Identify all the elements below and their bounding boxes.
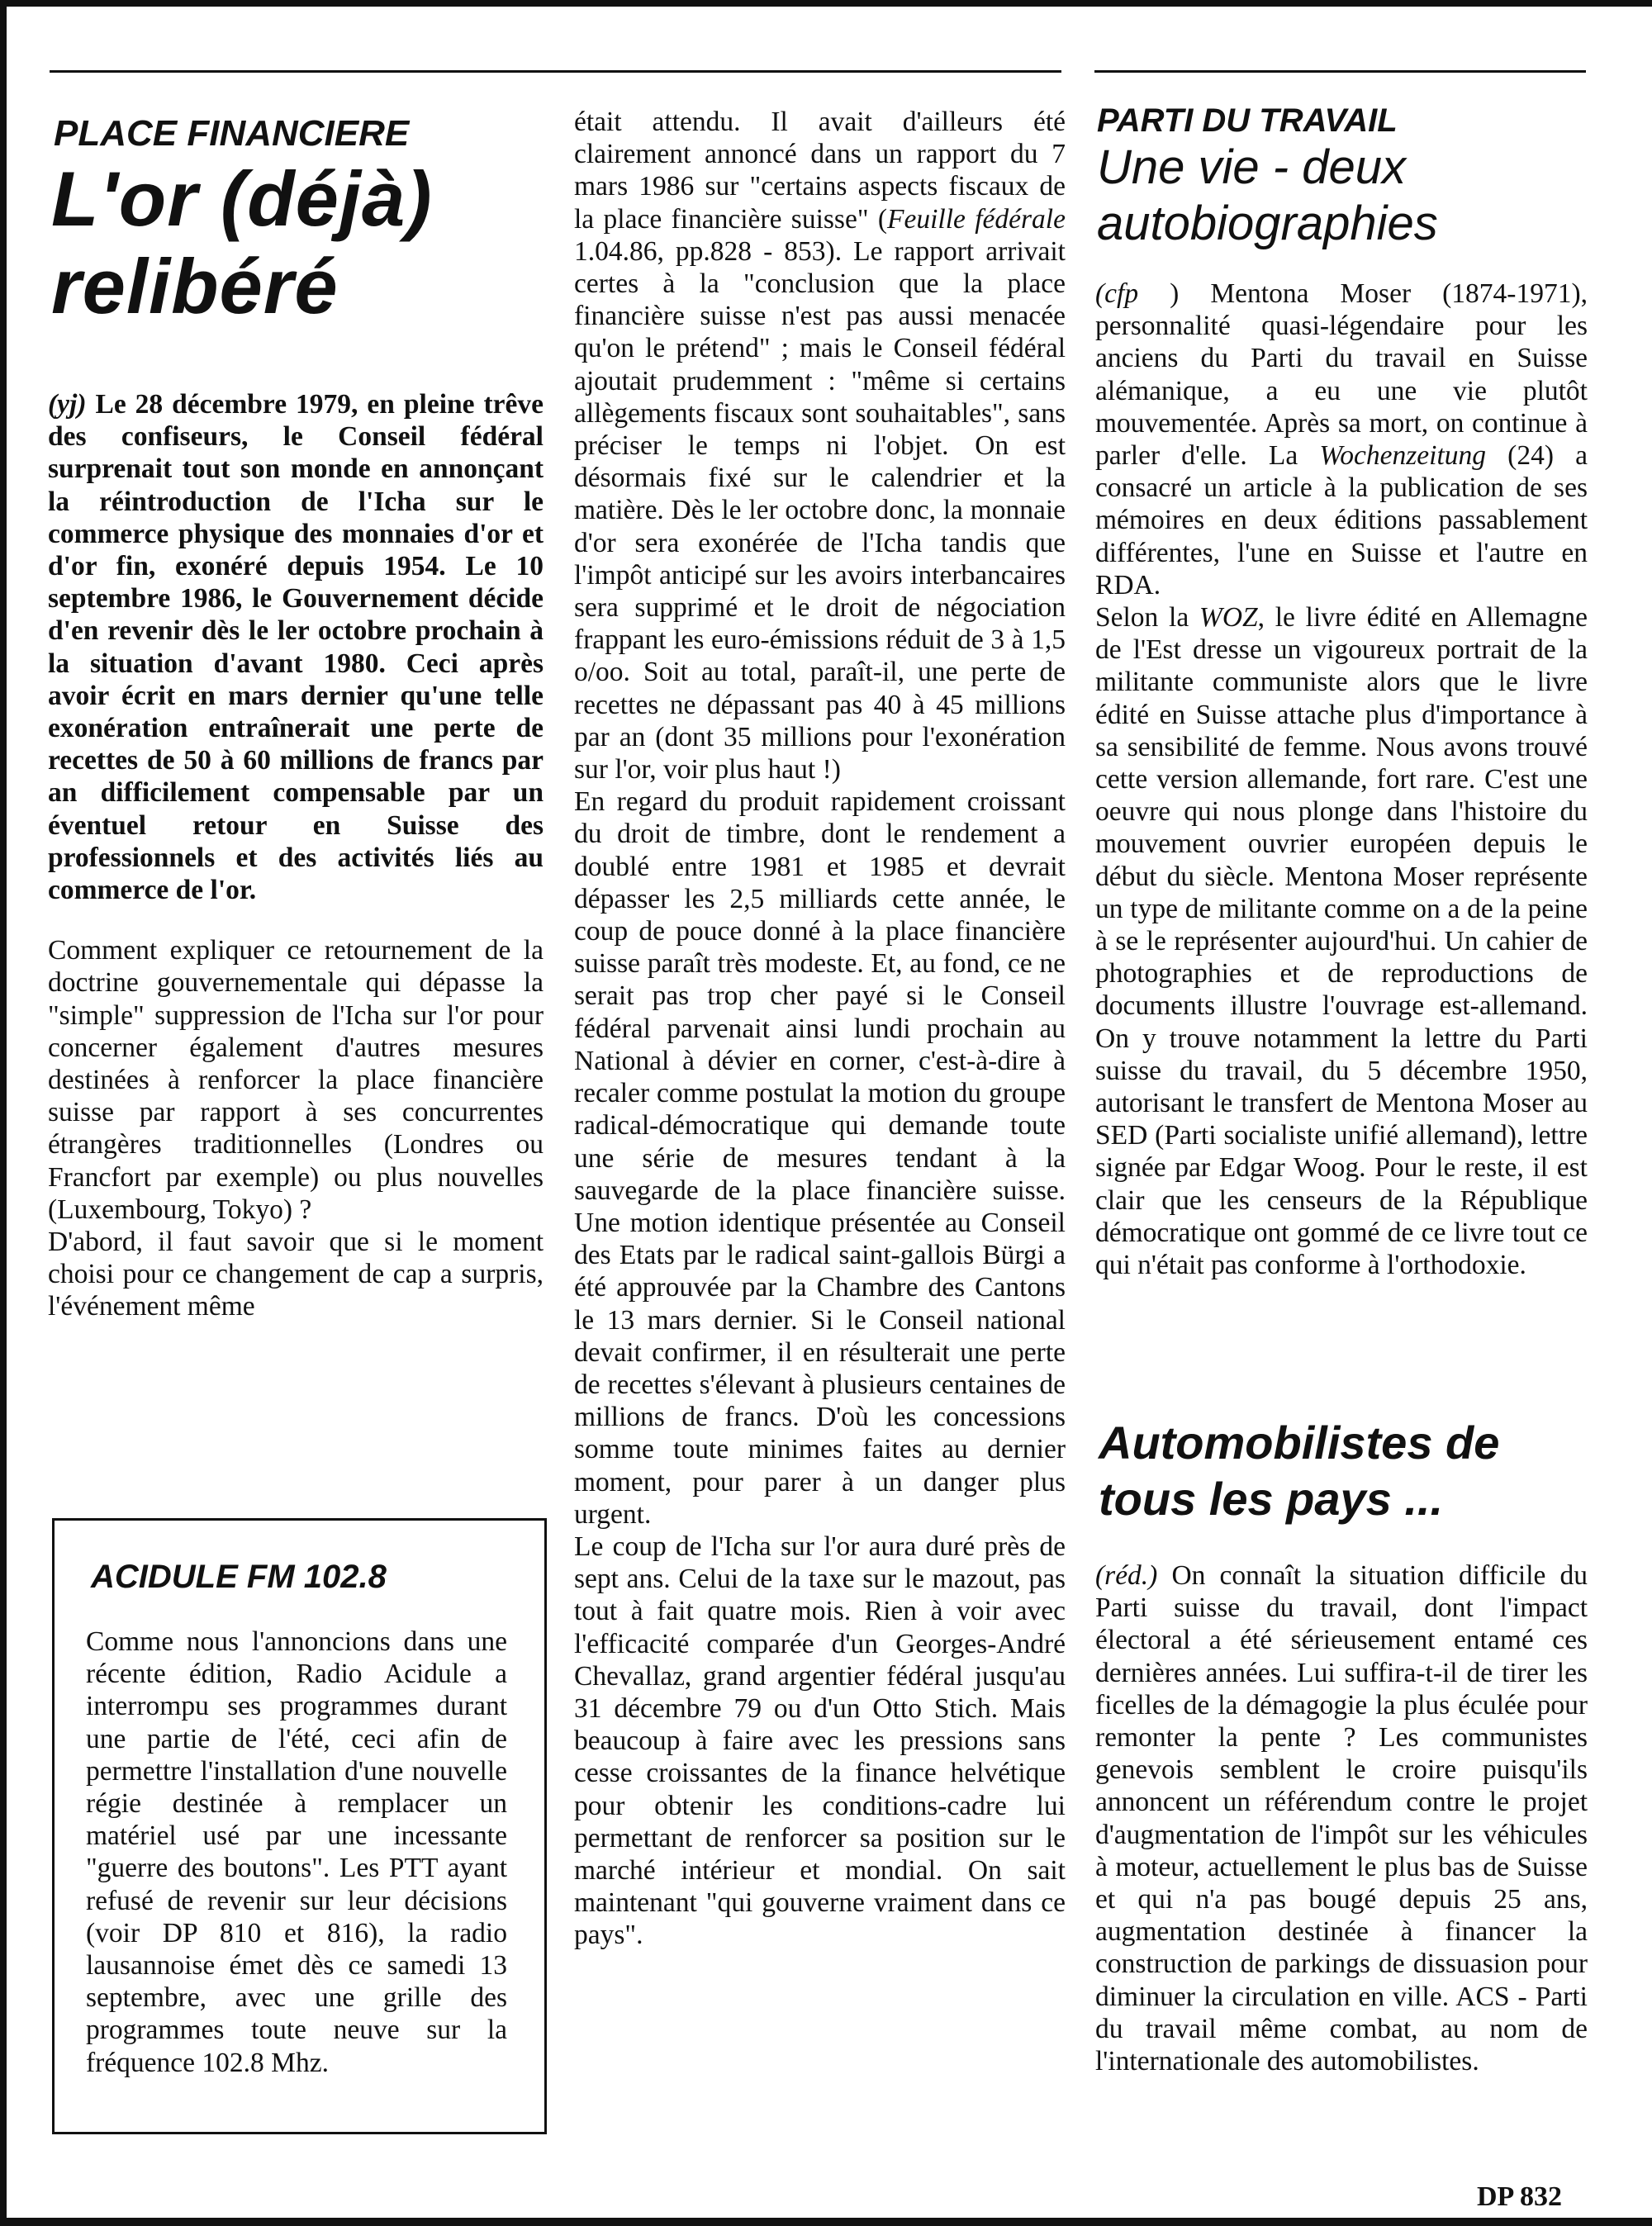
article1-column2 (574, 106, 1066, 1952)
top-rule-left (50, 70, 1061, 73)
article3-title-line2: tous les pays ... (1099, 1473, 1444, 1525)
acidule-box-paragraph: Comme nous l'annoncions dans une récente édition, Radio Acidule a interrompu ses programmes durant une partie de l'été, ceci afin de permettre l'installation d'une nouvelle régie destinée à remplacer un matériel usé par une incessante "guerre des boutons". Les PTT ayant refusé de revenir sur leur décisions (voir DP 810 et 816), la radio lausannoise émet dès ce samedi 13 septembre, avec une grille des programmes toute neuve sur la fréquence 102.8 Mhz. (86, 1626, 507, 2078)
article3-column (1095, 1559, 1588, 2077)
article2-title-line1: Une vie - deux (1097, 140, 1406, 194)
article1-column1 (48, 388, 544, 1323)
article2-paragraph2 (1095, 601, 1588, 1281)
article1-col2-paragraph3: Le coup de l'Icha sur l'or aura duré près de sept ans. Celui de la taxe sur le mazout, pas tout à fait quatre mois. Rien à voir avec l'efficacité comparée d'un Georges-André Chevallaz, grand argentier fédéral jusqu'au 31 décembre 79 ou d'un Otto Stich. Mais beaucoup à faire avec les pressions sans cesse croissantes de la finance helvétique pour obtenir les conditions-cadre lui permettant de renforcer sa position sur le marché intérieur et mondial. On sait maintenant "qui gouverne vraiment dans ce pays". (574, 1531, 1066, 1951)
page-frame-bottom (0, 2218, 1652, 2226)
article1-lead-text: Le 28 décembre 1979, en pleine trêve des confiseurs, le Conseil fédéral surprenait tout son monde en annonçant la réintroduction de l'Icha sur le commerce physique des monnaies d'or et d'or fin, exonéré depuis 1954. Le 10 septembre 1986, le Gouvernement décide d'en revenir dès le ler octobre prochain à la situation d'avant 1980. Ceci après avoir écrit en mars dernier qu'une telle exonération entraînerait une perte de recettes de 50 à 60 millions de francs par an difficilement compensable par un éventuel retour en Suisse des professionnels et des activités liés au commerce de l'or. (48, 389, 544, 906)
article2-paragraph1 (1095, 278, 1588, 601)
article3-text: On connaît la situation difficile du Parti suisse du travail, dont l'impact électoral a été sérieusement entamé ces dernières années. Lui suffira-t-il de tirer les ficelles de la démagogie la plus éculée pour remonter la pente ? Les communistes genevois semblent le croire puisqu'ils annoncent un référendum contre le projet d'augmentation de l'impôt sur les véhicules à moteur, actuellement le plus bas de Suisse et qui n'a pas bougé depuis 25 ans, augmentation destinée à financer la construction de parkings de dissuasion pour diminuer la circulation en ville. ACS - Parti du travail même combat, au nom de l'internationale des automobilistes. (1095, 1560, 1588, 2077)
article1-col2-p1-citation: Feuille fédérale (887, 203, 1066, 235)
article2-title-line2: autobiographies (1097, 197, 1438, 250)
article3-signature: (réd.) (1095, 1560, 1158, 1591)
article2-kicker: PARTI DU TRAVAIL (1097, 102, 1398, 139)
article1-col2-p1-text-b: 1.04.86, pp.828 - 853). Le rapport arrivait certes à la "conclusion que la place financière suisse n'est pas aussi menacée qu'on le prétend" ; mais le Conseil fédéral ajoutait prudemment : "même si certains allègements fiscaux sont souhaitables", sans préciser le temps ni l'objet. On est désormais fixé sur le calendrier et la matière. Dès le ler octobre donc, la monnaie d'or sera exonérée de l'Icha tandis que l'impôt anticipé sur les avoirs interbancaires sera supprimé et le droit de négociation frappant les euro-émissions réduit de 3 à 1,5 o/oo. Soit au total, paraît-il, une perte de recettes ne dépassant pas 40 à 45 millions par an (dont 35 millions pour l'exonération sur l'or, voir plus haut !) (574, 235, 1066, 786)
article2-p2-text-b: , le livre édité en Allemagne de l'Est dresse un vigoureux portrait de la militante communiste alors que le livre édité en Suisse attache plus d'importance à sa sensibilité de femme. Nous avons trouvé cette version allemande, fort rare. C'est une oeuvre qui nous plonge dans l'histoire du mouvement ouvrier européen depuis le début du siècle. Mentona Moser représente un type de militante comme on a de la peine à se le représenter aujourd'hui. Un cahier de photographies et de reproductions de documents illustre l'ouvrage est-allemand. On y trouve notamment la lettre du Parti suisse du travail, du 5 décembre 1950, autorisant le transfert de Mentona Moser au SED (Parti socialiste unifié allemand), lettre signée par Edgar Woog. Pour le reste, il est clair que les censeurs de la République démocratique ont gommé de ce livre tout ce qui n'était pas conforme à l'orthodoxie. (1095, 602, 1588, 1281)
article1-title-line1: L'or (déjà) (51, 155, 433, 242)
article1-col2-paragraph1 (574, 106, 1066, 786)
article1-lead-signature: (yj) (48, 389, 87, 420)
article2-p2-publication: WOZ (1199, 602, 1258, 634)
page-frame-top (0, 0, 1652, 7)
acidule-box-text (86, 1626, 507, 2079)
page-number: DP 832 (1477, 2181, 1562, 2212)
article1-title-line2: relibéré (51, 243, 339, 330)
top-rule-right (1094, 70, 1586, 73)
article2-p2-text-a: Selon la (1095, 602, 1199, 634)
article2-p1-text-a: ) Mentona Moser (1874-1971), personnalité quasi-légendaire pour les anciens du Parti du travail en Suisse alémanique, a eu une vie plutôt mouvementée. Après sa mort, on continue à parler d'elle. La (1095, 278, 1588, 472)
article1-lead (48, 388, 544, 906)
acidule-box-title: ACIDULE FM 102.8 (91, 1559, 387, 1595)
article1-kicker: PLACE FINANCIERE (54, 113, 410, 154)
article2-p1-publication: Wochenzeitung (1319, 440, 1487, 472)
article3-title-line1: Automobilistes de (1099, 1417, 1500, 1469)
article1-paragraph1: Comment expliquer ce retournement de la doctrine gouvernementale qui dépasse la "simple" suppression de l'Icha sur l'or pour concerner également d'autres mesures destinées à renforcer la place financière suisse par rapport à ses concurrentes étrangères traditionnelles (Londres ou Francfort par exemple) ou plus nouvelles (Luxembourg, Tokyo) ? (48, 935, 544, 1225)
article2-column (1095, 278, 1588, 1281)
article1-paragraph2: D'abord, il faut savoir que si le moment choisi pour ce changement de cap a surpris, l'événement même (48, 1227, 544, 1322)
article1-col2-paragraph2: En regard du produit rapidement croissant du droit de timbre, dont le rendement a doublé entre 1981 et 1985 et devrait dépasser les 2,5 milliards cette année, le coup de pouce donné à la place financière suisse paraît très modeste. Et, au fond, ce ne serait pas trop cher payé si le Conseil fédéral parvenait ainsi lundi prochain au National à dévier en corner, c'est-à-dire à recaler comme postulat la motion du groupe radical-démocratique qui demande toute une série de mesures tendant à la sauvegarde de la place financière suisse. Une motion identique présentée au Conseil des Etats par le radical saint-gallois Bürgi a été approuvée par la Chambre des Cantons le 13 mars dernier. Si le Conseil national devait confirmer, il en résulterait une perte de recettes s'élevant à plusieurs centaines de millions de francs. D'où les concessions somme toute minimes faites au dernier moment, pour parer à un danger plus urgent. (574, 786, 1066, 1530)
article1-col2-p1-text-a: était attendu. Il avait d'ailleurs été clairement annoncé dans un rapport du 7 mars 1986 sur "certains aspects fiscaux de la place financière suisse" ( (574, 107, 1066, 235)
article2-signature: (cfp (1095, 278, 1139, 309)
article3-paragraph (1095, 1559, 1588, 2077)
article2-p1-text-b: (24) a consacré un article à la publication de ses mémoires en deux éditions passablement différentes, l'une en Suisse et l'autre en RDA. (1095, 440, 1588, 600)
page-frame-left (0, 0, 7, 2226)
